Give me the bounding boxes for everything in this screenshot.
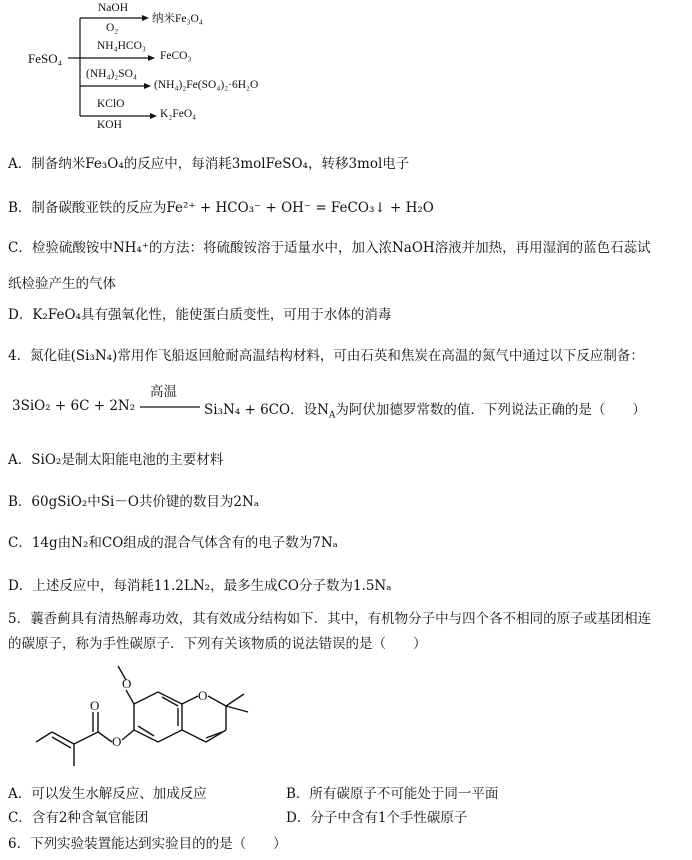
equation-right: Si₃N₄ + 6CO．设$N_A$为阿伏加德罗常数的值．下列说法正确的是（ ） [204, 402, 646, 421]
q3-option-d: D．K₂FeO₄具有强氧化性，能使蛋白质变性，可用于水体的消毒 [8, 307, 392, 323]
molecule-structure [30, 660, 290, 780]
q5-option-c: C．含有2种含氧官能团 [8, 810, 149, 826]
svg-text:O: O [90, 698, 100, 713]
q4-option-b: B．60gSiO₂中Si－O共价键的数目为2Nₐ [8, 494, 260, 510]
q4-option-d: D．上述反应中，每消耗11.2LN₂，最多生成CO分子数为1.5Nₐ [8, 578, 392, 594]
svg-text:O: O [122, 676, 132, 691]
svg-text:O: O [112, 734, 122, 749]
equation-left: 3SiO₂ + 6C + 2N₂ [12, 398, 136, 414]
reagent-kclo: KClO [97, 98, 125, 110]
svg-text:O: O [198, 688, 208, 703]
product-fe3o4: 纳米Fe₃O₄ [152, 13, 203, 25]
reagent-koh: KOH [97, 119, 122, 131]
q5-option-a: A．可以发生水解反应、加成反应 [8, 786, 207, 802]
equation-line [140, 404, 200, 410]
q5-option-b: B．所有碳原子不可能处于同一平面 [286, 786, 499, 802]
q3-option-c-cont: 纸检验产生的气体 [8, 276, 116, 292]
q4-option-a: A．SiO₂是制太阳能电池的主要材料 [8, 452, 224, 468]
na-subscript: A [328, 410, 336, 421]
q3-option-a: A．制备纳米Fe₃O₄的反应中，每消耗3molFeSO₄，转移3mol电子 [8, 156, 410, 172]
product-feco3: FeCO₃ [160, 50, 192, 62]
q5-stem-line1: 5．蘘香蓟具有清热解毒功效，其有效成分结构如下．其中，有机物分子中与四个各不相同的原子或基团相连 [8, 611, 652, 627]
q3-option-b: B．制备碳酸亚铁的反应为Fe²⁺ + HCO₃⁻ + OH⁻ = FeCO₃↓ + H₂O [8, 200, 434, 216]
q3-option-c: C．检验硫酸铵中NH₄⁺的方法：将硫酸铵溶于适量水中，加入浓NaOH溶液并加热，再用湿润的蓝色石蕊试 [8, 240, 651, 256]
product-mohr-salt: (NH₄)₂Fe(SO₄)₂·6H₂O [154, 79, 259, 91]
product-k2feo4: K₂FeO₄ [160, 108, 197, 120]
reagent-naoh: NaOH [98, 2, 129, 14]
reagent-nh4-2so4: (NH₄)₂SO₄ [86, 68, 137, 80]
q4-option-c: C．14g由N₂和CO组成的混合气体含有的电子数为7Nₐ [8, 535, 338, 551]
q6-stem: 6．下列实验装置能达到实验目的的是（ ） [8, 836, 287, 852]
q5-option-d: D．分子中含有1个手性碳原子 [286, 810, 468, 826]
q4-stem: 4．氮化硅(Si₃N₄)常用作飞船返回舱耐高温结构材料，可由石英和焦炭在高温的氮气中通过以下反应制备： [8, 348, 644, 364]
reaction-condition: 高温 [150, 384, 177, 400]
reactant-label: FeSO₄ [28, 51, 63, 66]
q5-stem-line2: 的碳原子，称为手性碳原子．下列有关该物质的说法错误的是（ ） [8, 636, 427, 652]
reagent-o2: O₂ [106, 22, 119, 34]
reagent-nh4hco3: NH₄HCO₃ [97, 40, 146, 52]
